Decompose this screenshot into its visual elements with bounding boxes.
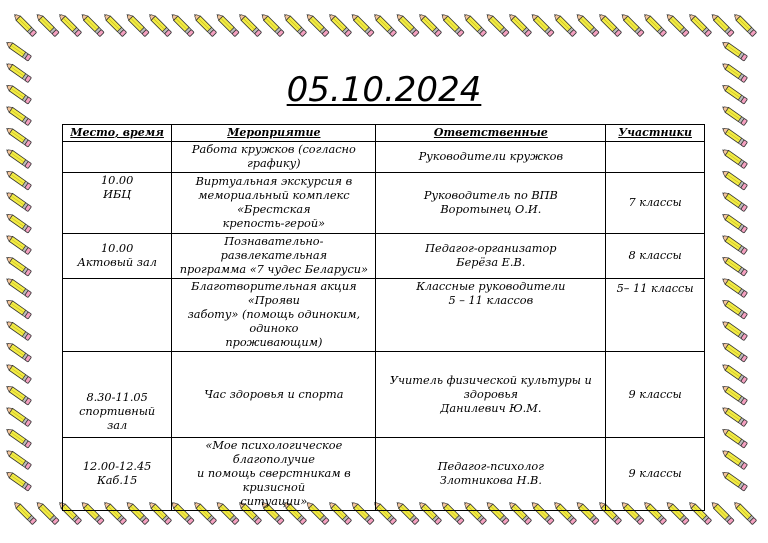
pencil-icon: [462, 12, 487, 37]
cell-place: [63, 279, 172, 352]
table-row: [63, 142, 705, 173]
header-place: Место, время: [63, 125, 172, 142]
pencil-icon: [720, 448, 747, 470]
pencil-icon: [552, 12, 577, 37]
pencil-icon: [720, 233, 747, 255]
pencil-icon: [394, 12, 419, 37]
pencil-icon: [4, 126, 31, 148]
table-row: [63, 234, 705, 279]
header-event: Мероприятие: [172, 125, 376, 142]
cell-event: Благотворительная акция «Прояви заботу» (помощь одиноким, одиноко проживающим): [172, 279, 376, 352]
pencil-icon: [214, 12, 239, 37]
cell-event: «Мое психологическое благополучие и помощь сверстникам в кризисной ситуации»: [172, 438, 376, 511]
pencil-icon: [642, 12, 667, 37]
cell-participants: 7 классы: [606, 173, 705, 234]
cell-event: Час здоровья и спорта: [172, 352, 376, 438]
pencil-icon: [4, 470, 31, 492]
pencil-icon: [720, 40, 747, 62]
pencil-icon: [4, 212, 31, 234]
pencil-icon: [4, 298, 31, 320]
pencil-icon: [720, 341, 747, 363]
pencil-icon: [4, 147, 31, 169]
cell-responsible: Руководители кружков: [376, 142, 606, 173]
cell-place: 8.30-11.05 спортивный зал: [63, 352, 172, 438]
pencil-icon: [79, 12, 104, 37]
pencil-icon: [720, 126, 747, 148]
pencil-icon: [237, 12, 262, 37]
table-row: [63, 173, 705, 234]
pencil-icon: [12, 500, 37, 525]
cell-event: Работа кружков (согласно графику): [172, 142, 376, 173]
pencil-icon: [4, 448, 31, 470]
pencil-icon: [720, 255, 747, 277]
cell-place: [63, 142, 172, 173]
pencil-icon: [720, 190, 747, 212]
pencil-icon: [4, 341, 31, 363]
cell-responsible: Руководитель по ВПВ Воротынец О.И.: [376, 173, 606, 234]
table-row: [63, 279, 705, 352]
pencil-icon: [147, 12, 172, 37]
cell-responsible: Классные руководители 5 – 11 классов: [376, 279, 606, 352]
cell-place: 10.00 ИБЦ: [63, 173, 172, 234]
pencil-icon: [664, 12, 689, 37]
pencil-icon: [687, 12, 712, 37]
pencil-icon: [102, 12, 127, 37]
pencil-icon: [597, 12, 622, 37]
cell-responsible: Учитель физической культуры и здоровья Данилевич Ю.М.: [376, 352, 606, 438]
table-row: [63, 438, 705, 511]
pencil-icon: [282, 12, 307, 37]
pencil-icon: [4, 362, 31, 384]
table-row: [63, 352, 705, 438]
pencil-icon: [720, 169, 747, 191]
pencil-icon: [4, 405, 31, 427]
cell-participants: [606, 142, 705, 173]
pencil-icon: [4, 255, 31, 277]
header-responsible: Ответственные: [376, 125, 606, 142]
pencil-icon: [4, 169, 31, 191]
pencil-icon: [732, 12, 757, 37]
pencil-icon: [720, 470, 747, 492]
cell-responsible: Педагог-организатор Берёза Е.В.: [376, 234, 606, 279]
pencil-icon: [619, 12, 644, 37]
pencil-icon: [349, 12, 374, 37]
pencil-icon: [720, 384, 747, 406]
pencil-icon: [4, 319, 31, 341]
pencil-icon: [12, 12, 37, 37]
pencil-icon: [169, 12, 194, 37]
header-participants: Участники: [606, 125, 705, 142]
pencil-icon: [720, 405, 747, 427]
pencil-icon: [720, 298, 747, 320]
pencil-icon: [574, 12, 599, 37]
pencil-icon: [732, 500, 757, 525]
pencil-icon: [4, 190, 31, 212]
pencil-icon: [507, 12, 532, 37]
table-header-row: [63, 125, 705, 142]
pencil-icon: [124, 12, 149, 37]
pencil-icon: [720, 427, 747, 449]
cell-participants: 8 классы: [606, 234, 705, 279]
pencil-icon: [720, 147, 747, 169]
cell-participants: 5– 11 классы: [606, 279, 705, 352]
pencil-icon: [417, 12, 442, 37]
cell-participants: 9 классы: [606, 438, 705, 511]
pencil-icon: [484, 12, 509, 37]
cell-place: 12.00-12.45 Каб.15: [63, 438, 172, 511]
pencil-icon: [4, 40, 31, 62]
pencil-icon: [720, 319, 747, 341]
cell-participants: 9 классы: [606, 352, 705, 438]
pencil-icon: [304, 12, 329, 37]
pencil-icon: [4, 276, 31, 298]
pencil-icon: [259, 12, 284, 37]
pencil-icon: [4, 233, 31, 255]
pencil-icon: [34, 12, 59, 37]
pencil-icon: [439, 12, 464, 37]
pencil-icon: [327, 12, 352, 37]
cell-event: Виртуальная экскурсия в мемориальный комплекс «Брестская крепость-герой»: [172, 173, 376, 234]
cell-event: Познавательно-развлекательная программа «7 чудес Беларуси»: [172, 234, 376, 279]
pencil-icon: [709, 12, 734, 37]
page-title: 05.10.2024: [286, 70, 482, 110]
pencil-icon: [4, 427, 31, 449]
pencil-icon: [34, 500, 59, 525]
pencil-icon: [57, 12, 82, 37]
cell-responsible: Педагог-психолог Злотникова Н.В.: [376, 438, 606, 511]
schedule-table: [62, 124, 705, 511]
pencil-icon: [709, 500, 734, 525]
pencil-icon: [4, 384, 31, 406]
pencil-icon: [372, 12, 397, 37]
pencil-icon: [192, 12, 217, 37]
pencil-icon: [720, 362, 747, 384]
pencil-icon: [720, 212, 747, 234]
cell-place: 10.00 Актовый зал: [63, 234, 172, 279]
pencil-icon: [720, 276, 747, 298]
pencil-icon: [529, 12, 554, 37]
